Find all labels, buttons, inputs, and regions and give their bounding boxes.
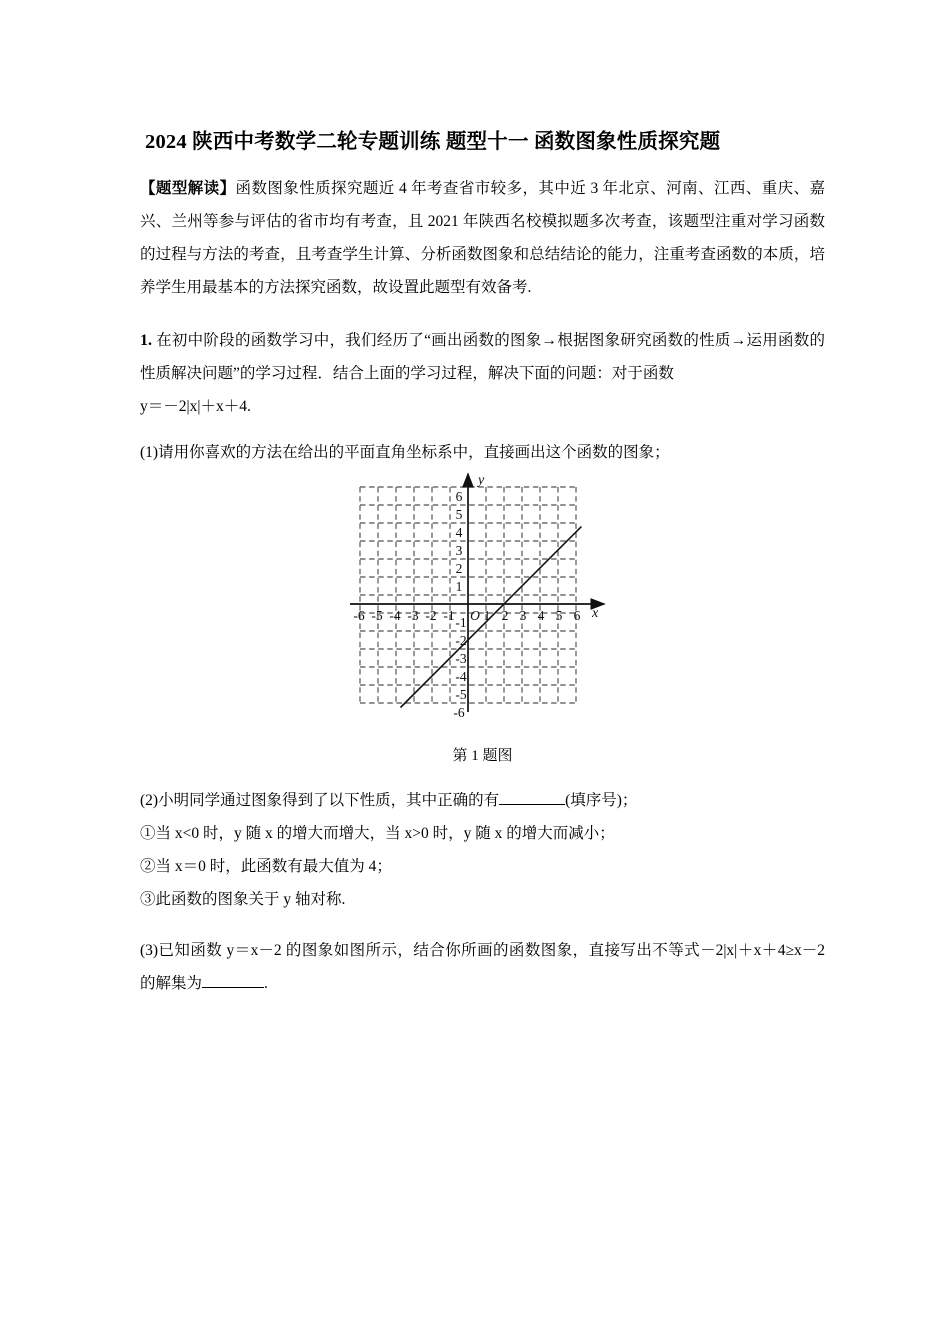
- svg-text:5: 5: [455, 507, 463, 522]
- svg-text:-3: -3: [407, 608, 419, 623]
- svg-text:1: 1: [483, 608, 491, 623]
- question-1-part-3-text: [140, 934, 825, 1000]
- svg-text:1: 1: [455, 579, 463, 594]
- question-1-stem: [140, 324, 825, 423]
- svg-text:5: 5: [555, 608, 563, 623]
- question-1-stem-text: [140, 324, 825, 390]
- x-axis-label: x: [592, 606, 599, 621]
- svg-text:-1: -1: [443, 608, 455, 623]
- question-1-part-3-head: (3)已知函数 y＝x－2 的图象如图所示，结合你所画的函数图象，直接写出不等式－2|x|＋x＋4≥x－2 的解集为: [140, 942, 825, 992]
- page-title: 2024 陕西中考数学二轮专题训练 题型十一 函数图象性质探究题: [145, 131, 721, 153]
- question-1-property-list: [140, 817, 825, 916]
- property-item-2: ②当 x＝0 时，此函数有最大值为 4；: [140, 858, 392, 875]
- svg-text:-2: -2: [455, 633, 467, 648]
- question-1-part-2-tail: (填序号)；: [565, 792, 638, 809]
- answer-blank-part-3[interactable]: [202, 973, 264, 988]
- question-1-part-3: [140, 934, 825, 1000]
- coordinate-grid-figure: [140, 462, 825, 774]
- svg-text:-6: -6: [453, 705, 465, 720]
- intro-text: [140, 172, 825, 304]
- intro-body: 函数图象性质探究题近 4 年考查省市较多，其中近 3 年北京、河南、江西、重庆、嘉兴、兰州等参与评估的省市均有考查，且 2021 年陕西名校模拟题多次考查，该题型注重对学习函数的过程与方法的考查，且考查学生计算、分析函数图象和总结结论的能力，注重考查函数的本质，培养学生用最基本的方法探究函数，故设置此题型有效备考.: [140, 180, 825, 296]
- question-1-function: y＝－2|x|＋x＋4.: [140, 398, 251, 415]
- svg-text:4: 4: [455, 525, 463, 540]
- svg-text:-4: -4: [389, 608, 401, 623]
- svg-text:3: 3: [455, 543, 463, 558]
- intro-paragraph: [140, 172, 825, 304]
- answer-blank-part-2[interactable]: [499, 790, 565, 805]
- svg-text:-2: -2: [425, 608, 437, 623]
- svg-text:6: 6: [455, 489, 463, 504]
- figure-caption: 第 1 题图: [452, 748, 513, 764]
- svg-text:6: 6: [573, 608, 581, 623]
- question-1-part-2: [140, 784, 825, 817]
- question-1-stem-body: 在初中阶段的函数学习中，我们经历了“画出函数的图象→根据图象研究函数的性质→运用函数的性质解决问题”的学习过程．结合上面的学习过程，解决下面的问题：对于函数: [140, 332, 825, 382]
- svg-text:-6: -6: [353, 608, 365, 623]
- svg-text:-1: -1: [455, 615, 467, 630]
- svg-text:-3: -3: [455, 651, 467, 666]
- y-axis-label: y: [478, 473, 485, 488]
- question-1-part-2-text: [140, 784, 825, 817]
- question-1-part-2-head: (2)小明同学通过图象得到了以下性质，其中正确的有: [140, 792, 500, 809]
- svg-text:3: 3: [519, 608, 527, 623]
- question-1-number: 1.: [140, 332, 152, 349]
- property-item-3: ③此函数的图象关于 y 轴对称.: [140, 891, 346, 908]
- question-1-part-3-tail: .: [264, 975, 268, 992]
- question-1-part-1-text: (1)请用你喜欢的方法在给出的平面直角坐标系中，直接画出这个函数的图象；: [140, 444, 670, 461]
- coordinate-plane-svg: [140, 462, 825, 774]
- property-item-1: ①当 x<0 时，y 随 x 的增大而增大，当 x>0 时，y 随 x 的增大而减小；: [140, 825, 615, 842]
- svg-text:O: O: [470, 608, 480, 623]
- svg-text:4: 4: [537, 608, 545, 623]
- intro-lead-label: 【题型解读】: [140, 180, 236, 197]
- svg-text:2: 2: [501, 608, 509, 623]
- x-tick-labels: [353, 608, 580, 623]
- svg-text:-5: -5: [455, 687, 467, 702]
- svg-text:-5: -5: [371, 608, 383, 623]
- svg-text:-4: -4: [455, 669, 467, 684]
- svg-text:2: 2: [455, 561, 463, 576]
